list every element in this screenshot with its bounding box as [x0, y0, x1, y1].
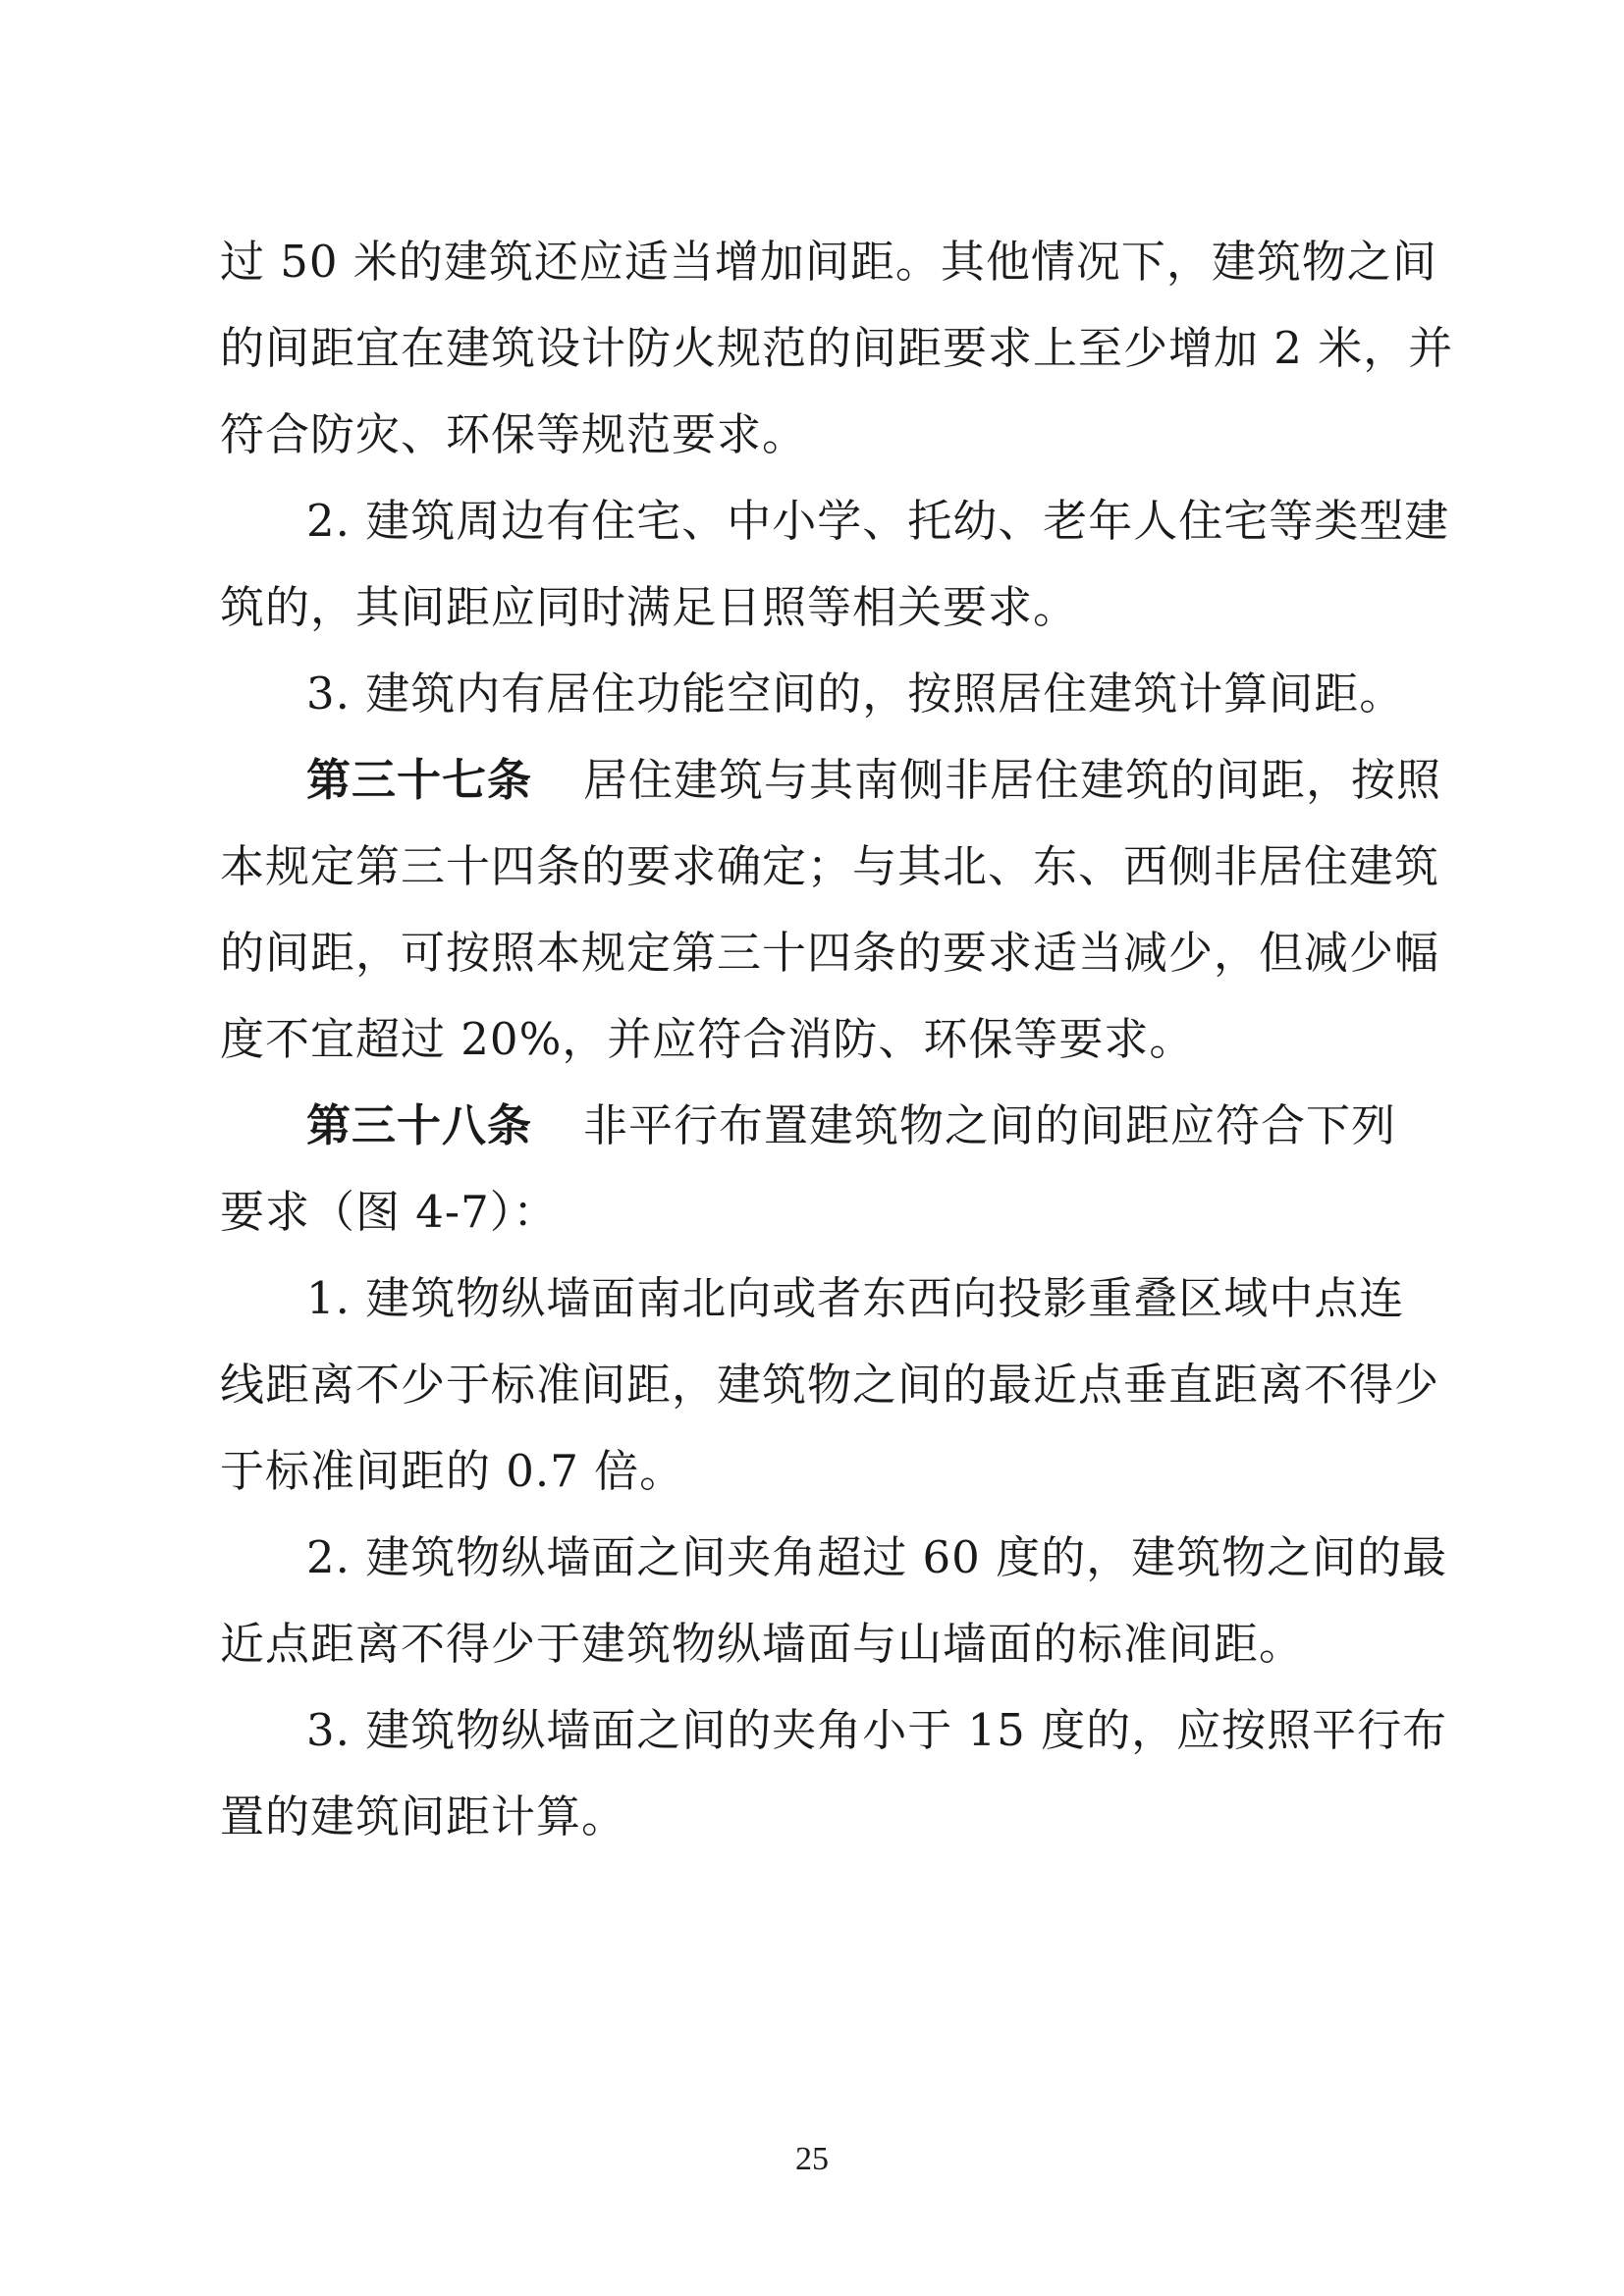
- text-line: 2. 建筑周边有住宅、中小学、托幼、老年人住宅等类型建: [306, 495, 1450, 547]
- article-38-heading: 第三十八条: [306, 1099, 533, 1151]
- text-line: 过 50 米的建筑还应适当增加间距。其他情况下，建筑物之间: [220, 236, 1437, 288]
- text-line: 2. 建筑物纵墙面之间夹角超过 60 度的，建筑物之间的最: [306, 1531, 1448, 1583]
- text-line: 3. 建筑物纵墙面之间的夹角小于 15 度的，应按照平行布: [306, 1704, 1448, 1756]
- text-line: 的间距，可按照本规定第三十四条的要求适当减少，但减少幅: [220, 927, 1440, 979]
- text-line: 置的建筑间距计算。: [220, 1790, 627, 1842]
- text-line: 本规定第三十四条的要求确定；与其北、东、西侧非居住建筑: [220, 840, 1440, 892]
- article-37-heading: 第三十七条: [306, 754, 533, 806]
- article-38-text: 非平行布置建筑物之间的间距应符合下列: [583, 1099, 1397, 1151]
- text-line: 度不宜超过 20%，并应符合消防、环保等要求。: [220, 1013, 1195, 1065]
- text-line: 要求（图 4-7）：: [220, 1186, 559, 1238]
- text-line: 筑的，其间距应同时满足日照等相关要求。: [220, 581, 1079, 633]
- page-number: 25: [795, 2141, 829, 2177]
- text-line: 1. 建筑物纵墙面南北向或者东西向投影重叠区域中点连: [306, 1272, 1405, 1324]
- article-37-line: [306, 751, 1441, 810]
- article-38-line: [306, 1096, 1396, 1155]
- text-line: 符合防灾、环保等规范要求。: [220, 408, 808, 460]
- text-line: 3. 建筑内有居住功能空间的，按照居住建筑计算间距。: [306, 667, 1405, 720]
- text-line: 于标准间距的 0.7 倍。: [220, 1445, 685, 1497]
- article-37-text: 居住建筑与其南侧非居住建筑的间距，按照: [583, 754, 1442, 806]
- text-line: 的间距宜在建筑设计防火规范的间距要求上至少增加 2 米，并: [220, 322, 1454, 374]
- text-line: 近点距离不得少于建筑物纵墙面与山墙面的标准间距。: [220, 1618, 1305, 1670]
- text-line: 线距离不少于标准间距，建筑物之间的最近点垂直距离不得少: [220, 1359, 1440, 1411]
